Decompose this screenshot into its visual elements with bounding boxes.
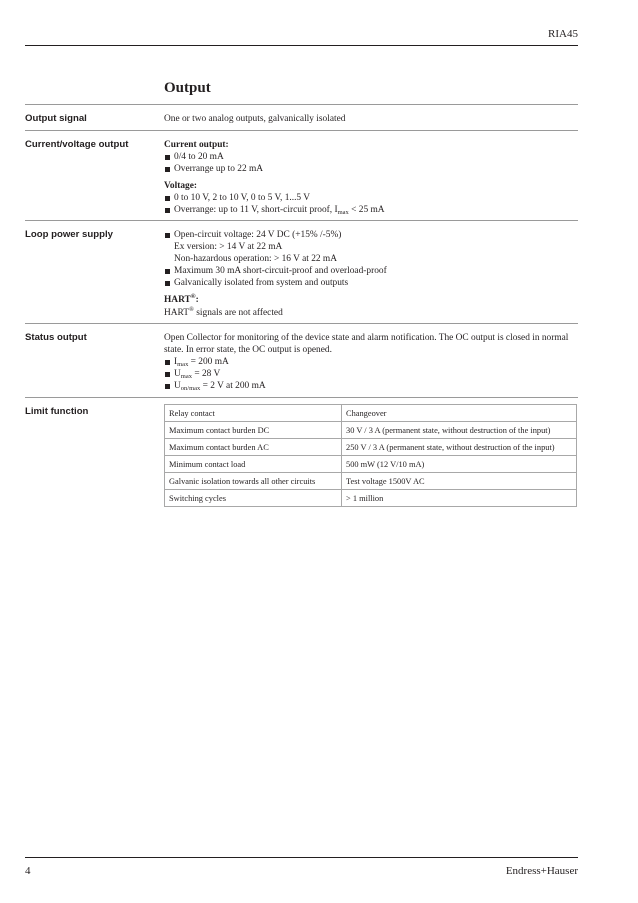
- table-row: [165, 422, 577, 439]
- current-heading: Current output:: [164, 140, 229, 150]
- table-row: [165, 490, 577, 507]
- row-label: Current/voltage output: [25, 139, 129, 150]
- row-limit-function: [25, 397, 578, 518]
- table-cell: Switching cycles: [165, 490, 342, 507]
- header-model: RIA45: [548, 28, 578, 40]
- row-status-output: [25, 323, 578, 398]
- table-cell: Test voltage 1500V AC: [342, 473, 577, 490]
- row-value: [164, 139, 578, 217]
- list-item: Open-circuit voltage: 24 V DC (+15% /-5%): [164, 229, 578, 241]
- table-cell: 30 V / 3 A (permanent state, without destruction of the input): [342, 422, 577, 439]
- table-cell: Relay contact: [165, 405, 342, 422]
- table-cell: Changeover: [342, 405, 577, 422]
- row-label: Output signal: [25, 113, 87, 124]
- hart-heading: HART®:: [164, 293, 199, 306]
- header-rule: [25, 45, 578, 46]
- row-value: [164, 229, 578, 319]
- row-label: Loop power supply: [25, 229, 113, 240]
- list-item: Maximum 30 mA short-circuit-proof and overload-proof: [164, 265, 578, 277]
- row-label: Status output: [25, 332, 87, 343]
- list-item: 0 to 10 V, 2 to 10 V, 0 to 5 V, 1...5 V: [164, 192, 578, 204]
- table-cell: 250 V / 3 A (permanent state, without destruction of the input): [342, 439, 577, 456]
- table-cell: > 1 million: [342, 490, 577, 507]
- status-text: Open Collector for monitoring of the device state and alarm notification. The OC output is closed in normal state. In error state, the OC output is opened.: [164, 333, 569, 356]
- list-item: Galvanically isolated from system and outputs: [164, 277, 578, 289]
- list-item: $U_{on/max} = 2$ V at 200 mA: [164, 380, 578, 392]
- hart-text: HART® signals are not affected: [164, 305, 283, 318]
- table-cell: Galvanic isolation towards all other circuits: [165, 473, 342, 490]
- row-loop-power: [25, 220, 578, 324]
- page-number: 4: [25, 865, 31, 877]
- table-row: [165, 473, 577, 490]
- table-row: [165, 405, 577, 422]
- list-item: $I_{max} = 200$ mA: [164, 356, 578, 368]
- limit-function-table: [164, 404, 577, 507]
- section-title: Output: [164, 80, 211, 96]
- row-label: Limit function: [25, 406, 89, 417]
- list-item: 0/4 to 20 mA: [164, 151, 578, 163]
- row-current-voltage: [25, 130, 578, 221]
- list-item: $U_{max} = 28$ V: [164, 368, 578, 380]
- list-item: Overrange up to 22 mA: [164, 163, 578, 175]
- table-cell: Maximum contact burden DC: [165, 422, 342, 439]
- list-subline: Non-hazardous operation: > 16 V at 22 mA: [174, 254, 337, 265]
- output-signal-text: One or two analog outputs, galvanically isolated: [164, 114, 346, 124]
- voltage-heading: Voltage:: [164, 181, 197, 192]
- list-item: Overrange: up to 11 V, short-circuit proof, $I_{max} < 25$ mA: [164, 204, 578, 216]
- footer-rule: [25, 857, 578, 858]
- footer-brand: Endress+Hauser: [505, 865, 578, 877]
- table-cell: 500 mW (12 V/10 mA): [342, 456, 577, 473]
- table-row: [165, 456, 577, 473]
- table-cell: Minimum contact load: [165, 456, 342, 473]
- table-row: [165, 439, 577, 456]
- table-cell: Maximum contact burden AC: [165, 439, 342, 456]
- row-value: [164, 113, 578, 125]
- row-value: [164, 332, 578, 392]
- row-output-signal: [25, 104, 578, 131]
- list-subline: Ex version: > 14 V at 22 mA: [174, 242, 283, 253]
